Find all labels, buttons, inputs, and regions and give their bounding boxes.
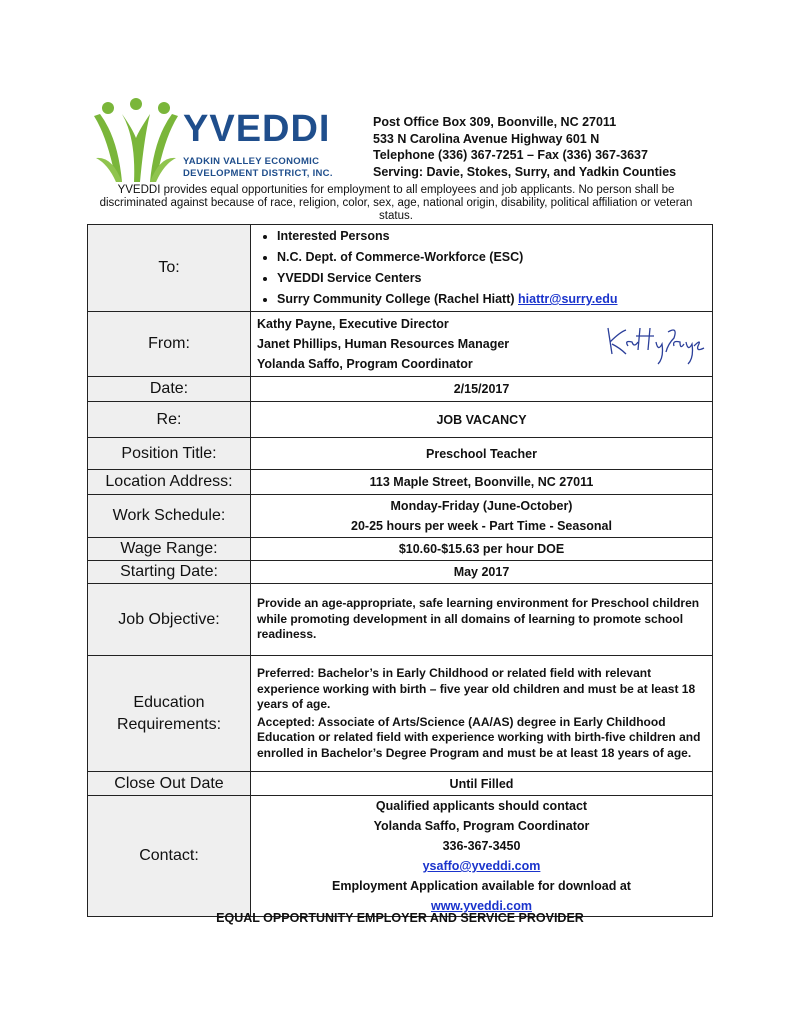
- contact-email-link[interactable]: ysaffo@yveddi.com: [422, 859, 541, 873]
- label-closeout: Close Out Date: [88, 772, 251, 796]
- label-education-line1: Education: [133, 693, 205, 711]
- address-line: Post Office Box 309, Boonville, NC 27011: [373, 115, 617, 129]
- address-line: Telephone (336) 367-7251 – Fax (336) 367-3637: [373, 148, 648, 162]
- objective-text: Provide an age-appropriate, safe learning environment for Preschool children while promoting development in all domains of learning to promote school readiness.: [257, 596, 700, 642]
- label-wage: Wage Range:: [88, 538, 251, 561]
- address-block: [373, 114, 676, 180]
- row-contact: [88, 796, 713, 917]
- vacancy-table: [87, 224, 713, 917]
- logo-subtitle-line2: DEVELOPMENT DISTRICT, INC.: [183, 168, 333, 179]
- row-schedule: [88, 495, 713, 538]
- closeout-value: Until Filled: [251, 772, 713, 796]
- education-accepted: [251, 715, 712, 764]
- people-figures-icon: [92, 98, 182, 184]
- recipient-item: [277, 289, 712, 310]
- row-to: [88, 225, 713, 312]
- schedule-value: [251, 495, 713, 538]
- contact-line: Qualified applicants should contact: [375, 799, 588, 813]
- label-re: Re:: [88, 402, 251, 438]
- label-contact: Contact:: [88, 796, 251, 917]
- label-date: Date:: [88, 377, 251, 402]
- re-value: JOB VACANCY: [251, 402, 713, 438]
- logo-wordmark: YVEDDI: [183, 108, 331, 150]
- contact-line: Employment Application available for download at: [332, 879, 631, 893]
- contact-line: Yolanda Saffo, Program Coordinator: [373, 819, 590, 833]
- starting-value: May 2017: [251, 561, 713, 584]
- label-education: [88, 656, 251, 772]
- hiatt-email-link[interactable]: hiattr@surry.edu: [518, 292, 618, 306]
- row-education: [88, 656, 713, 772]
- schedule-line: 20-25 hours per week - Part Time - Seasonal: [351, 519, 612, 533]
- row-objective: [88, 584, 713, 656]
- education-preferred: [251, 664, 712, 715]
- preferred-label: Preferred:: [257, 666, 315, 680]
- row-position: [88, 438, 713, 470]
- yveddi-logo: [92, 98, 354, 184]
- row-re: [88, 402, 713, 438]
- recipient-item: • Interested Persons: [277, 226, 712, 247]
- recipient-text: Surry Community College (Rachel Hiatt): [277, 292, 515, 306]
- location-value: 113 Maple Street, Boonville, NC 27011: [251, 470, 713, 495]
- label-starting: Starting Date:: [88, 561, 251, 584]
- recipient-item: • YVEDDI Service Centers: [277, 268, 712, 289]
- logo-subtitle-line1: YADKIN VALLEY ECONOMIC: [183, 156, 320, 167]
- eeo-statement: YVEDDI provides equal opportunities for employment to all employees and job applicants. No person shall be discriminated against because of race, religion, color, sex, age, national origin, disability, political affiliation or veteran status.: [99, 184, 693, 222]
- recipient-item: • N.C. Dept. of Commerce-Workforce (ESC): [277, 247, 712, 268]
- label-schedule: Work Schedule:: [88, 495, 251, 538]
- address-line: 533 N Carolina Avenue Highway 601 N: [373, 131, 600, 146]
- objective-value: [251, 584, 713, 656]
- to-recipients: [251, 225, 713, 312]
- label-location: Location Address:: [88, 470, 251, 495]
- row-from: [88, 312, 713, 377]
- label-position: Position Title:: [88, 438, 251, 470]
- row-wage: [88, 538, 713, 561]
- preferred-text: Bachelor’s in Early Childhood or related field with relevant experience working with birth – five year old children and must be at least 18 years of age.: [257, 666, 696, 711]
- accepted-label: Accepted:: [257, 714, 316, 729]
- accepted-text: Associate of Arts/Science (AA/AS) degree in Early Childhood Education or related field with experience working with birth-five children and enrolled in Bachelor’s Degree Program and must be at least 18 years of age.: [257, 714, 701, 760]
- label-education-line2: Requirements:: [116, 715, 222, 733]
- footer-eeo: EQUAL OPPORTUNITY EMPLOYER AND SERVICE PROVIDER: [216, 911, 584, 925]
- row-closeout: [88, 772, 713, 796]
- label-objective: Job Objective:: [88, 584, 251, 656]
- label-to: To:: [88, 225, 251, 312]
- address-line: Serving: Davie, Stokes, Surry, and Yadkin Counties: [373, 164, 677, 179]
- row-location: [88, 470, 713, 495]
- row-starting: [88, 561, 713, 584]
- education-value: [251, 656, 713, 772]
- label-from: From:: [88, 312, 251, 377]
- wage-value: $10.60-$15.63 per hour DOE: [251, 538, 713, 561]
- schedule-line: Monday-Friday (June-October): [390, 499, 573, 513]
- from-line: Kathy Payne, Executive Director: [257, 317, 449, 331]
- from-value: [251, 312, 713, 377]
- signature-icon: [602, 318, 706, 366]
- row-date: [88, 377, 713, 402]
- contact-phone: 336-367-3450: [442, 839, 521, 853]
- date-value: 2/15/2017: [251, 377, 713, 402]
- contact-value: [251, 796, 713, 917]
- website-link[interactable]: www.yveddi.com: [431, 899, 532, 913]
- from-line: Yolanda Saffo, Program Coordinator: [257, 357, 473, 371]
- from-line: Janet Phillips, Human Resources Manager: [257, 337, 510, 351]
- position-value: Preschool Teacher: [251, 438, 713, 470]
